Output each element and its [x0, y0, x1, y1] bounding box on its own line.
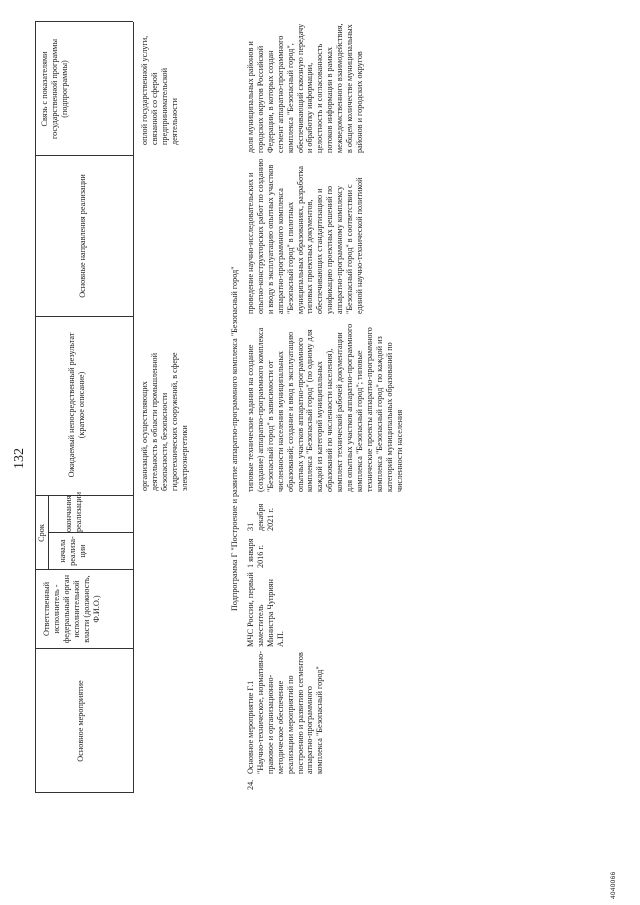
row-responsible: МЧС России, первый заместитель Министра Чуприян А.П.	[246, 572, 285, 647]
carry-link: оплой государственной услуги, связанной со сферой предпринимательской деятельности	[140, 35, 179, 145]
row-start-date: 1 января 2016 г.	[246, 538, 265, 568]
col-divider-6	[35, 155, 133, 156]
page-number: 132	[12, 448, 27, 469]
subprogram-title: Подпрограмма Г "Построение и развитие аппаратно-программного комплекса "Безопасный город"	[230, 266, 239, 611]
table-top-border	[35, 22, 36, 793]
header-measure: Основное мероприятие	[76, 680, 85, 762]
document-stamp: 4040066	[610, 871, 617, 899]
row-link: доля муниципальных районов и городских округов Российской Федерации, в которых создан сегмент аппаратно-программного комплекса "Безопасный город", обеспечивающий сквозную передачу и обработку информации, целостность и согласованность потоков информации в рамках межведомственного взаимодействия, в общем количестве муниципальных районов и городских округов	[246, 23, 364, 153]
col-divider-1	[35, 648, 133, 649]
table-right-border	[35, 21, 133, 22]
col-divider-4	[35, 495, 133, 496]
row-result: типовые технические задания на создание (создание) аппаратно-программного комплекса "Безопасный город" в зависимости от численности населения муниципальных образований; создание и ввод в эксплуатацию опытных участков аппаратно-программного комплекса "Безопасный город" (по одному для каждой из категорий муниципальных образований по численности населения), комплект технической рабочей документации для опытных участков аппаратно-программного комплекса "Безопасный город"; типовые технические проекты аппаратно-программного комплекса "Безопасный город" по каждой из категорий муниципальных образований по численности населения	[246, 323, 404, 492]
header-start: начала реализа- ции	[58, 536, 87, 566]
row-end-date: 31 декабря 2021 г.	[246, 503, 275, 531]
header-bottom-border	[133, 22, 134, 793]
table-left-border	[35, 792, 133, 793]
col-divider-5	[35, 316, 133, 317]
header-link: Связь с показателями государственной программы (подпрограммы)	[40, 39, 69, 139]
header-result: Ожидаемый непосредственный результат (краткое описание)	[67, 332, 86, 478]
header-responsible: Ответственный исполнитель - федеральный орган исполнительной власти (должность, Ф.И.О.)	[42, 574, 101, 644]
carry-result: организаций, осуществляющих деятельность в области промышленной безопасности, безопасности гидротехнических сооружений, в сфере электроэнергетики	[140, 352, 189, 491]
row-directions: проведение научно-исследовательских и опытно-конструкторских работ по созданию и вводу в эксплуатацию опытных участков аппаратно-программного комплекса "Безопасный город" в пилотных муниципальных образованиях, разработка типовых проектных документов, обеспечивающих стандартизацию и унификацию проектных решений по аппаратно-программному комплексу "Безопасный город" в соответствии с единой научно-технической политикой	[246, 158, 364, 314]
header-end: окончания реализации	[64, 491, 83, 532]
row-measure: Основное мероприятие Г.1 "Научно-техническое, нормативно-правовое и организационно-методическое обеспечение реализации мероприятий по построению и развитию сегментов аппаратно-программного комплекса "Безопасный город"	[246, 651, 325, 774]
row-number: 24.	[246, 779, 255, 790]
header-directions: Основные направления реализации	[78, 174, 87, 298]
header-srok: Срок	[37, 524, 46, 542]
col-divider-2	[35, 569, 133, 570]
srok-divider	[48, 496, 49, 570]
